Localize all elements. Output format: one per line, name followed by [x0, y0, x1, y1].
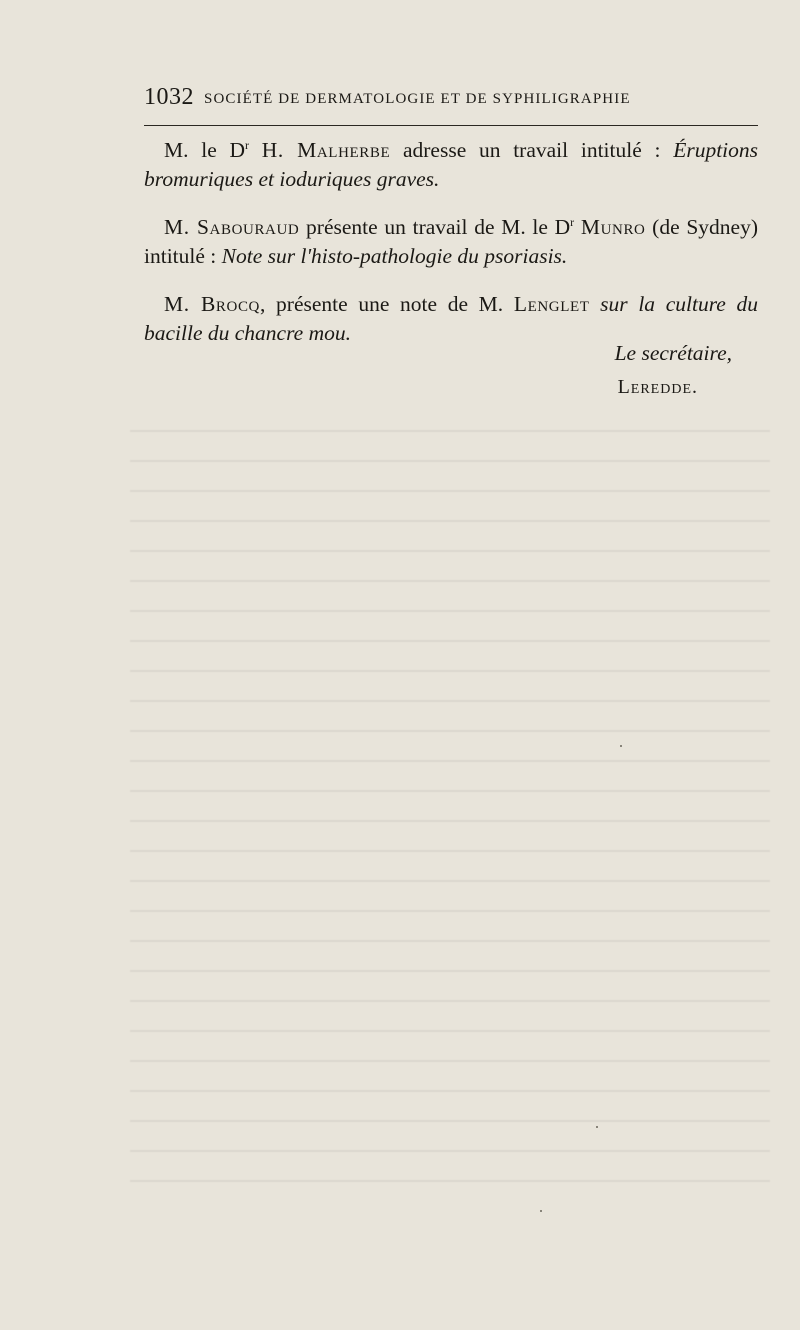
superscript: r: [570, 215, 575, 229]
paragraph-text: M. le D: [164, 138, 245, 162]
work-title: Note sur l'histo-pathologie du psoriasis.: [221, 244, 568, 268]
author-name: H. Malherbe: [261, 138, 391, 162]
paragraph-text: présente un travail de M. le D: [299, 215, 571, 239]
author-name: M. Sabouraud: [164, 215, 300, 239]
work-title: sur la culture du bacille du chancre mou.: [144, 292, 759, 345]
paragraph-malherbe: [144, 136, 758, 194]
signature-block: [144, 336, 758, 404]
signature-name: Leredde.: [617, 376, 698, 398]
paper-speck: [596, 1126, 598, 1128]
bleed-through-texture: [130, 400, 770, 1230]
running-title: SOCIÉTÉ DE DERMATOLOGIE ET DE SYPHILIGRAPHIE: [204, 91, 631, 107]
paragraph-text: (de Sydney) intitulé :: [144, 215, 758, 268]
author-name: Munro: [580, 215, 646, 239]
paper-speck: [540, 1210, 542, 1212]
superscript: r: [245, 138, 249, 152]
author-name: Lenglet: [513, 292, 590, 316]
paragraph-text: , présente une note de M.: [259, 292, 514, 316]
body-text: [144, 136, 758, 356]
paragraph-text: adresse un travail intitulé :: [390, 138, 674, 162]
page-header: [144, 84, 758, 110]
author-name: M. Brocq: [164, 292, 260, 316]
header-rule: [144, 125, 758, 126]
work-title: Éruptions bromuriques et ioduriques graves.: [144, 138, 759, 191]
paper-speck: [620, 745, 622, 747]
page-number: 1032: [144, 84, 194, 110]
signature-role: Le secrétaire,: [614, 341, 732, 365]
paragraph-sabouraud: [144, 213, 758, 271]
